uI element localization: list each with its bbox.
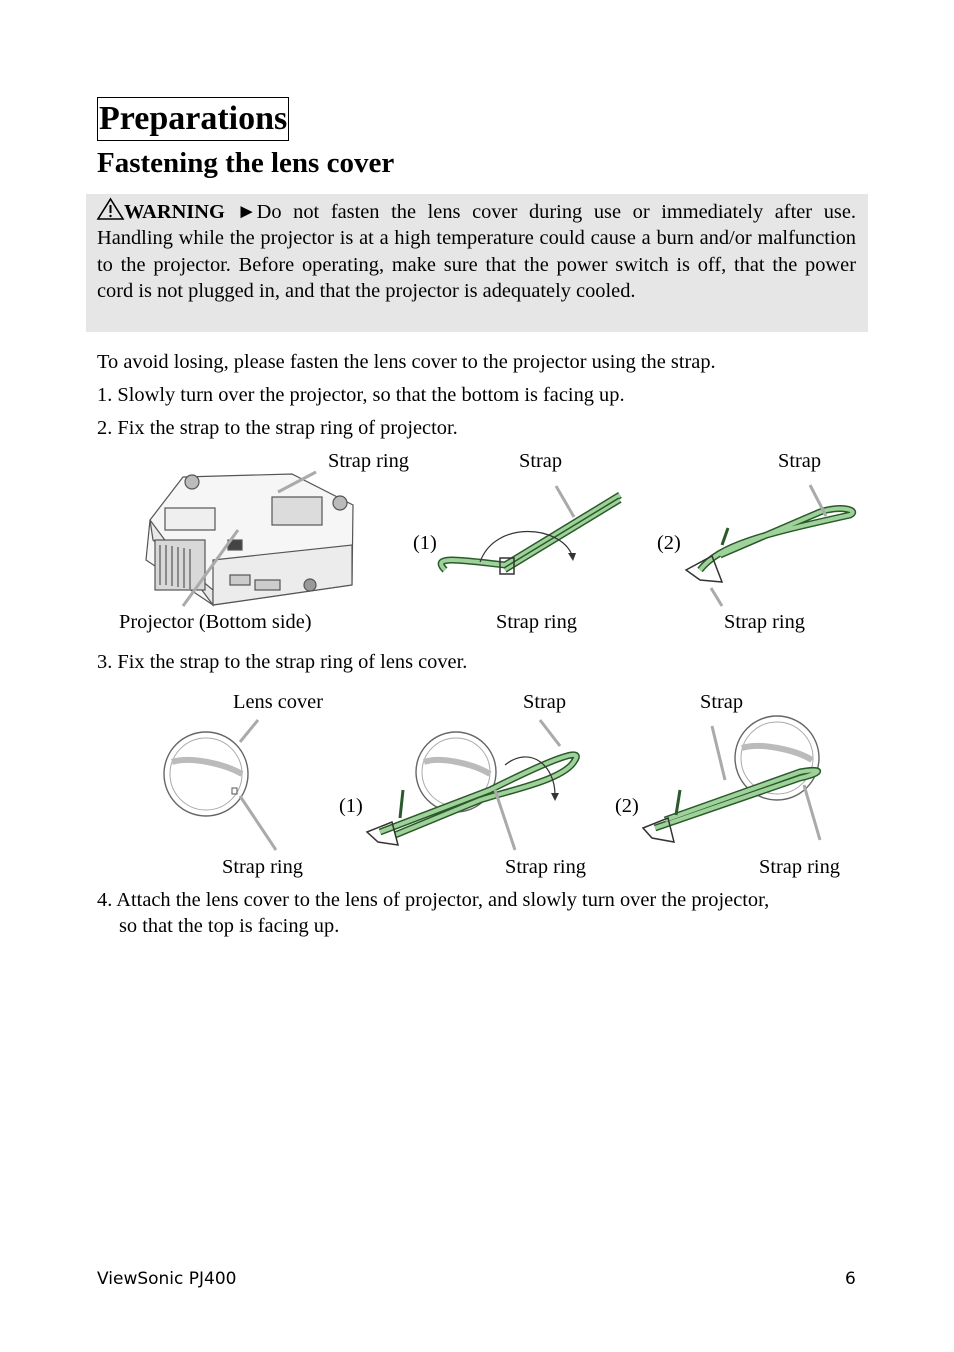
label-strap-2: Strap bbox=[778, 450, 822, 472]
label-strap-1: Strap bbox=[519, 450, 563, 472]
label-step-1b: (1) bbox=[339, 795, 363, 817]
label-step-1: (1) bbox=[413, 532, 437, 554]
warning-marker: ► bbox=[236, 201, 257, 223]
label-step-2: (2) bbox=[657, 532, 681, 554]
step-1: 1. Slowly turn over the projector, so that the bottom is facing up. bbox=[97, 384, 625, 406]
label-strap-4: Strap bbox=[700, 691, 744, 713]
label-strap-ring-5: Strap ring bbox=[759, 856, 840, 878]
subsection-title: Fastening the lens cover bbox=[97, 147, 395, 179]
step-4: 4. Attach the lens cover to the lens of projector, and slowly turn over the projector, bbox=[97, 889, 770, 911]
label-strap-ring-3: Strap ring bbox=[222, 856, 303, 878]
footer-product: ViewSonic PJ400 bbox=[97, 1269, 237, 1289]
step-4-continued: so that the top is facing up. bbox=[119, 915, 340, 937]
warning-label: WARNING bbox=[124, 201, 225, 223]
step-3: 3. Fix the strap to the strap ring of lens cover. bbox=[97, 651, 468, 673]
label-strap-ring-top: Strap ring bbox=[328, 450, 409, 472]
label-strap-ring-4: Strap ring bbox=[505, 856, 586, 878]
label-lens-cover: Lens cover bbox=[233, 691, 324, 713]
label-strap-ring-2: Strap ring bbox=[724, 611, 805, 633]
label-strap-3: Strap bbox=[523, 691, 567, 713]
footer-page-number: 6 bbox=[845, 1269, 856, 1289]
section-title: Preparations bbox=[97, 97, 289, 141]
warning-body: Do not fasten the lens cover during use or immediately after use. Handling while the projector is at a high temperature could cause a burn and/or malfunction to the projector. Before operating, make sure that the power switch is off, that the power cord is not plugged in, and that the projector is adequately cooled. bbox=[97, 201, 856, 302]
label-projector-bottom: Projector (Bottom side) bbox=[119, 611, 312, 633]
label-step-2b: (2) bbox=[615, 795, 639, 817]
step-2: 2. Fix the strap to the strap ring of projector. bbox=[97, 417, 458, 439]
intro-text: To avoid losing, please fasten the lens cover to the projector using the strap. bbox=[97, 351, 716, 373]
label-strap-ring-1: Strap ring bbox=[496, 611, 577, 633]
